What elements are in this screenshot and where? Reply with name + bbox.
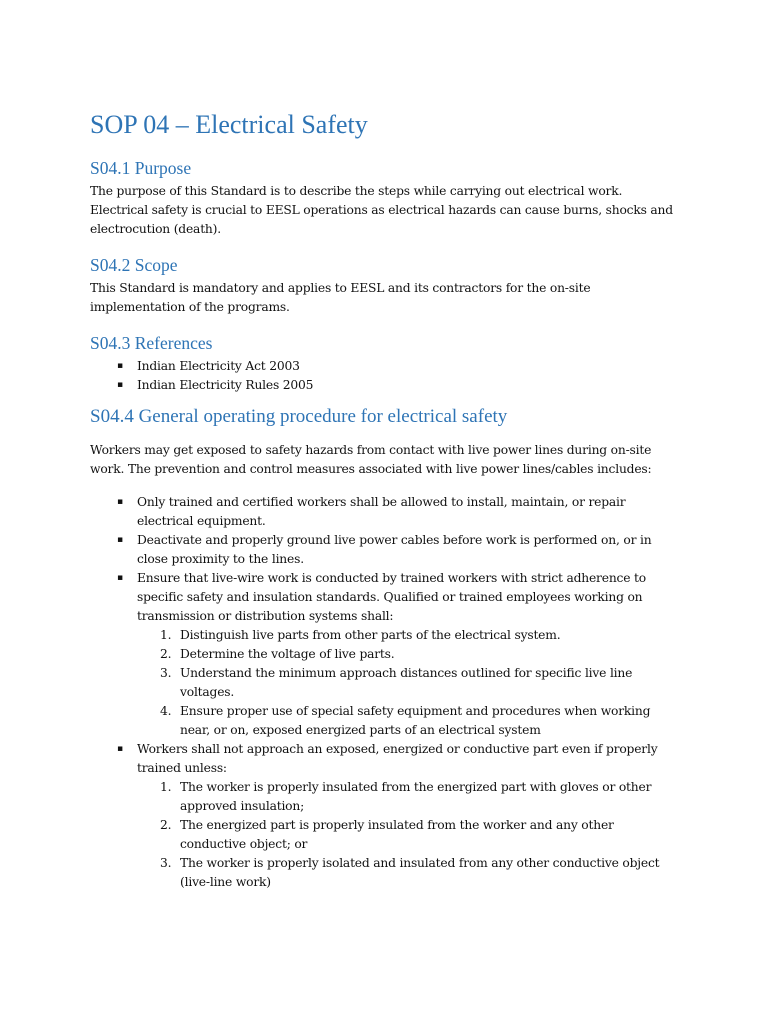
- list-item: [117, 569, 678, 740]
- bullet-icon: ▪: [117, 497, 123, 507]
- list-item: [117, 531, 678, 569]
- document-title: SOP 04 – Electrical Safety: [90, 110, 368, 139]
- reference-text: Indian Electricity Act 2003: [137, 359, 300, 373]
- section-references-heading: S04.3 References: [90, 333, 213, 353]
- bullet-icon: ▪: [117, 573, 123, 583]
- list-number: 4.: [160, 704, 172, 718]
- list-item: [160, 816, 678, 854]
- list-item: [160, 854, 678, 892]
- procedure-text: Only trained and certified workers shall be allowed to install, maintain, or repair electrical equipment.: [137, 495, 626, 528]
- list-item: [160, 664, 678, 702]
- bullet-icon: ▪: [117, 744, 123, 754]
- references-list: [90, 357, 678, 395]
- section-references: [90, 331, 678, 395]
- section-general-heading: S04.4 General operating procedure for electrical safety: [90, 406, 508, 427]
- step-text: Ensure proper use of special safety equipment and procedures when working near, or on, exposed energized parts of an electrical system: [180, 704, 651, 737]
- procedure-list: [90, 493, 678, 892]
- step-text: Understand the minimum approach distances outlined for specific live line voltages.: [180, 666, 633, 699]
- list-number: 2.: [160, 647, 172, 661]
- section-general-procedure: [90, 405, 678, 892]
- reference-text: Indian Electricity Rules 2005: [137, 378, 314, 392]
- procedure-text: Workers shall not approach an exposed, energized or conductive part even if properly trained unless:: [137, 742, 658, 775]
- bullet-icon: ▪: [117, 380, 123, 390]
- list-item: [160, 645, 678, 664]
- numbered-list: [137, 626, 678, 740]
- section-purpose-heading: S04.1 Purpose: [90, 158, 192, 178]
- step-text: The worker is properly insulated from the energized part with gloves or other approved insulation;: [180, 780, 652, 813]
- step-text: The energized part is properly insulated from the worker and any other conductive object; or: [180, 818, 614, 851]
- list-item: [117, 357, 678, 376]
- list-item: [117, 376, 678, 395]
- list-number: 1.: [160, 628, 172, 642]
- section-general-intro: Workers may get exposed to safety hazards from contact with live power lines during on-site work. The prevention and control measures associated with live power lines/cables includes:: [90, 443, 652, 476]
- numbered-list: [137, 778, 678, 892]
- list-item: [117, 740, 678, 892]
- step-text: The worker is properly isolated and insulated from any other conductive object (live-line work): [180, 856, 660, 889]
- section-purpose-text: The purpose of this Standard is to describe the steps while carrying out electrical work. Electrical safety is crucial to EESL operations as electrical hazards can cause burns, shocks and electrocution (death).: [90, 184, 673, 236]
- list-number: 3.: [160, 856, 172, 870]
- section-scope-heading: S04.2 Scope: [90, 255, 178, 275]
- bullet-icon: ▪: [117, 361, 123, 371]
- list-item: [160, 702, 678, 740]
- step-text: Determine the voltage of live parts.: [180, 647, 395, 661]
- procedure-text: Deactivate and properly ground live power cables before work is performed on, or in close proximity to the lines.: [137, 533, 652, 566]
- procedure-text: Ensure that live-wire work is conducted by trained workers with strict adherence to specific safety and insulation standards. Qualified or trained employees working on transmission or distribution systems shall:: [137, 571, 646, 623]
- bullet-icon: ▪: [117, 535, 123, 545]
- list-item: [160, 626, 678, 645]
- step-text: Distinguish live parts from other parts of the electrical system.: [180, 628, 561, 642]
- section-scope: [90, 253, 678, 317]
- list-number: 3.: [160, 666, 172, 680]
- section-scope-text: This Standard is mandatory and applies to EESL and its contractors for the on-site implementation of the programs.: [90, 281, 591, 314]
- section-purpose: [90, 156, 678, 239]
- list-number: 1.: [160, 780, 172, 794]
- list-number: 2.: [160, 818, 172, 832]
- list-item: [160, 778, 678, 816]
- list-item: [117, 493, 678, 531]
